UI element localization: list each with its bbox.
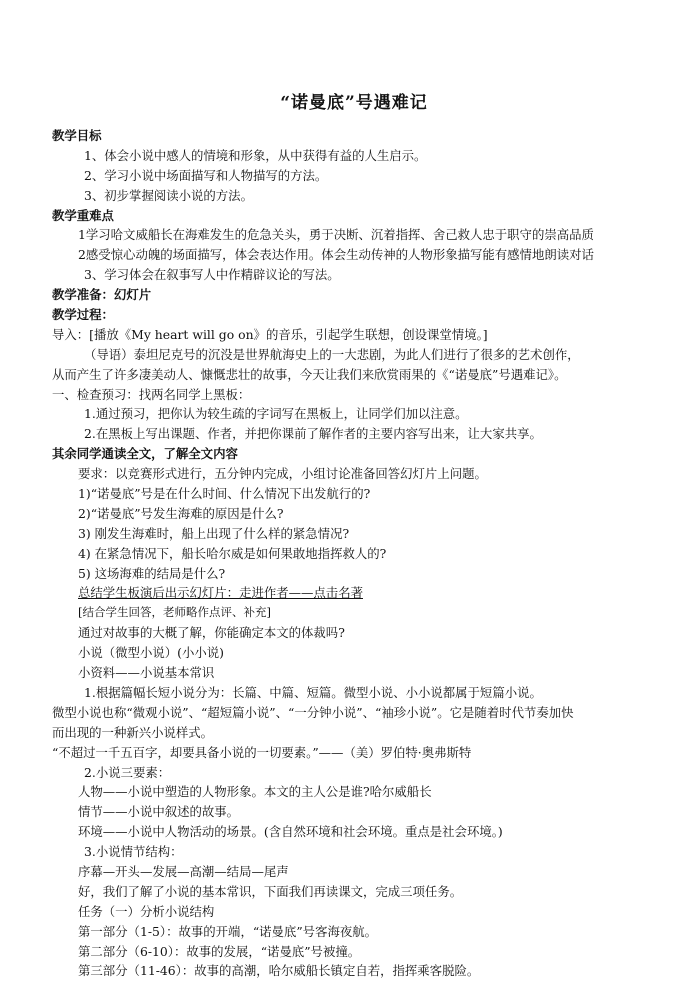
text-line: 从而产生了许多凄美动人、慷慨悲壮的故事，今天让我们来欣赏雨果的《“诺曼底”号遇难记》。 (52, 366, 567, 382)
text-line: 1、体会小说中感人的情境和形象，从中获得有益的人生启示。 (84, 147, 427, 163)
text-line: 人物——小说中塑造的人物形象。本文的主人公是谁?哈尔威船长 (78, 784, 432, 800)
text-line: 2感受惊心动魄的场面描写，体会表达作用。体会生动传神的人物形象描写能有感情地朗读对话 (78, 247, 594, 263)
text-line: 教学目标 (52, 128, 102, 143)
text-line: 3.小说情节结构： (84, 844, 183, 860)
text-line: 第三部分（11-46）：故事的高潮，哈尔威船长镇定自若，指挥乘客脱险。 (78, 963, 480, 979)
text-line: 5) 这场海难的结局是什么? (78, 565, 226, 581)
text-line: （导语）泰坦尼克号的沉没是世界航海史上的一大悲剧，为此人们进行了很多的艺术创作， (84, 346, 580, 362)
text-line: 1)“诺曼底”号是在什么时间、什么情况下出发航行的? (78, 486, 371, 502)
text-line: 小资料——小说基本常识 (78, 665, 215, 681)
text-line: 环境——小说中人物活动的场景。(含自然环境和社会环境。重点是社会环境。) (78, 824, 503, 840)
document-title: “诺曼底”号遇难记 (280, 93, 428, 113)
text-line: 其余同学通读全文，了解全文内容 (52, 446, 238, 462)
text-line: 导入：[播放《My heart will go on》的音乐，引起学生联想，创设课堂情境。] (52, 326, 488, 342)
text-line: 第二部分（6-10）：故事的发展，“诺曼底”号被撞。 (78, 943, 361, 959)
text-line: 一、检查预习：找两名同学上黑板： (52, 386, 251, 402)
text-line: 好，我们了解了小说的基本常识，下面我们再读课文，完成三项任务。 (78, 883, 463, 899)
text-line: 1学习哈文威船长在海难发生的危急关头，勇于决断、沉着指挥、舍己救人忠于职守的崇高品质 (78, 227, 594, 243)
text-line: 情节——小说中叙述的故事。 (78, 804, 240, 820)
text-line: 总结学生板演后出示幻灯片：走进作者——点击名著 (78, 585, 363, 601)
text-line: 2.在黑板上写出课题、作者，并把你课前了解作者的主要内容写出来，让大家共享。 (84, 426, 542, 442)
text-line: 2.小说三要素： (84, 764, 171, 780)
text-line: 微型小说也称“微观小说”、“超短篇小说”、“一分钟小说”、“袖珍小说”。它是随着时代节奏加快 (52, 704, 574, 720)
document-body (52, 126, 656, 981)
text-line: 1.根据篇幅长短小说分为：长篇、中篇、短篇。微型小说、小小说都属于短篇小说。 (84, 684, 542, 700)
text-line: [结合学生回答，老师略作点评、补充] (78, 605, 271, 620)
text-line: 教学准备：幻灯片 (52, 287, 152, 303)
text-line: 2、学习小说中场面描写和人物描写的方法。 (84, 167, 328, 183)
text-line: 3、初步掌握阅读小说的方法。 (84, 187, 253, 203)
text-line: 教学过程： (52, 307, 114, 323)
text-line: 通过对故事的大概了解，你能确定本文的体裁吗? (78, 625, 345, 641)
text-line: 第一部分（1-5）：故事的开端，“诺曼底”号客海夜航。 (78, 923, 378, 939)
text-line: 要求：以竞赛形式进行，五分钟内完成，小组讨论准备回答幻灯片上问题。 (78, 466, 487, 482)
text-line: 任务（一）分析小说结构 (78, 903, 215, 919)
text-line: 1.通过预习，把你认为较生疏的字词写在黑板上，让同学们加以注意。 (84, 406, 468, 422)
text-line: 而出现的一种新兴小说样式。 (52, 724, 214, 740)
text-line: 3、学习体会在叙事写人中作精辟议论的写法。 (84, 267, 340, 283)
text-line: 小说（微型小说）(小小说) (78, 645, 224, 661)
text-line: 2)“诺曼底”号发生海难的原因是什么? (78, 505, 284, 521)
text-line: 教学重难点 (52, 207, 114, 223)
text-line: 3) 刚发生海难时，船上出现了什么样的紧急情况? (78, 525, 350, 541)
text-line: 序幕—开头—发展—高潮—结局—尾声 (78, 863, 289, 879)
text-line: 4) 在紧急情况下，船长哈尔威是如何果敢地指挥救人的? (78, 545, 387, 561)
text-line: “不超过一千五百字，却要具备小说的一切要素。”——（美）罗伯特·奥弗斯特 (52, 744, 472, 760)
